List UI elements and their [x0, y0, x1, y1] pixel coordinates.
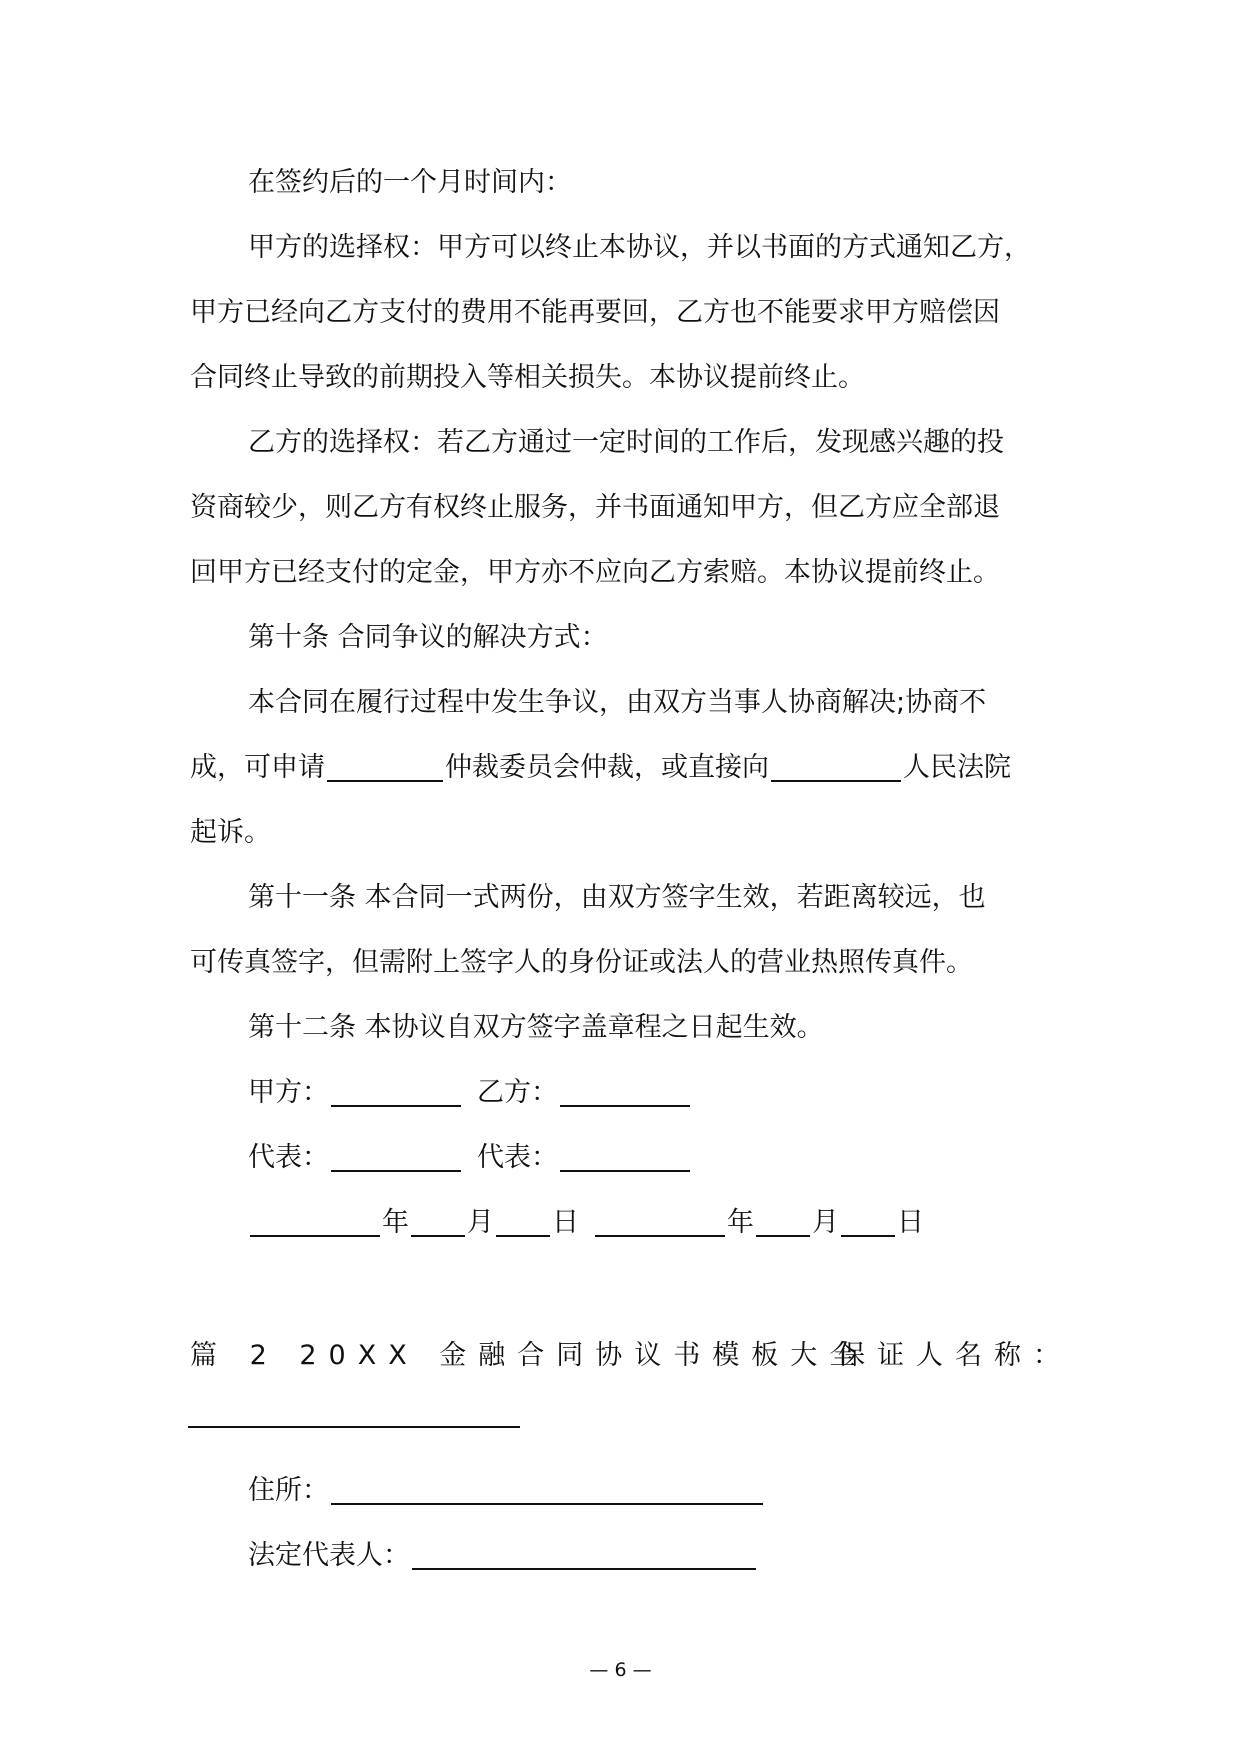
signature-party-row: [248, 1073, 692, 1113]
rep-b-label: 代表：: [477, 1142, 558, 1173]
address-row: [248, 1471, 765, 1511]
month-label: 月: [812, 1207, 839, 1238]
party-b-blank: [560, 1075, 690, 1107]
paragraph-line: 乙方的选择权：若乙方通过一定时间的工作后，发现感兴趣的投: [248, 427, 1004, 458]
paragraph-line: 甲方的选择权：甲方可以终止本协议，并以书面的方式通知乙方，: [248, 232, 1031, 263]
article-10-title: 第十条 合同争议的解决方式：: [248, 622, 608, 653]
signature-rep-row: [248, 1138, 692, 1178]
text-fragment: 仲裁委员会仲裁，或直接向: [445, 752, 769, 783]
text-fragment: 人民法院: [903, 752, 1011, 783]
signature-date-row: [248, 1203, 924, 1243]
rep-a-label: 代表：: [248, 1142, 329, 1173]
paragraph-line: 在签约后的一个月时间内：: [248, 167, 572, 198]
guarantor-name-label: 保证人名称：: [838, 1340, 1072, 1371]
year-label: 年: [382, 1207, 409, 1238]
section-2-heading: 篇 2 20XX 金融合同协议书模板大全: [190, 1340, 869, 1371]
paragraph-line: 资商较少，则乙方有权终止服务，并书面通知甲方，但乙方应全部退: [190, 492, 1000, 523]
legal-rep-label: 法定代表人：: [248, 1540, 410, 1571]
rep-b-blank: [560, 1140, 690, 1172]
day-label: 日: [552, 1207, 579, 1238]
rep-a-blank: [331, 1140, 461, 1172]
year-label: 年: [727, 1207, 754, 1238]
paragraph-line: 甲方已经向乙方支付的费用不能再要回，乙方也不能要求甲方赔偿因: [190, 297, 1000, 328]
party-b-label: 乙方：: [477, 1077, 558, 1108]
paragraph-line: 第十二条 本协议自双方签字盖章程之日起生效。: [248, 1012, 824, 1043]
paragraph-line: 第十一条 本合同一式两份，由双方签字生效，若距离较远，也: [248, 882, 986, 913]
month-blank: [411, 1205, 465, 1237]
year-blank: [250, 1205, 380, 1237]
day-blank: [496, 1205, 550, 1237]
text-fragment: 成，可申请: [190, 752, 325, 783]
address-blank: [331, 1473, 763, 1505]
legal-rep-blank: [412, 1538, 756, 1570]
month-blank: [756, 1205, 810, 1237]
blank-line: [327, 750, 443, 782]
day-label: 日: [897, 1207, 924, 1238]
party-a-label: 甲方：: [248, 1077, 329, 1108]
paragraph-line: [190, 748, 1011, 788]
paragraph-line: 起诉。: [190, 817, 271, 848]
paragraph-line: 本合同在履行过程中发生争议，由双方当事人协商解决;协商不: [248, 687, 987, 718]
party-a-blank: [331, 1075, 461, 1107]
day-blank: [841, 1205, 895, 1237]
guarantor-name-blank: [188, 1426, 520, 1428]
month-label: 月: [467, 1207, 494, 1238]
address-label: 住所：: [248, 1475, 329, 1506]
blank-line: [771, 750, 901, 782]
paragraph-line: 可传真签字，但需附上签字人的身份证或法人的营业热照传真件。: [190, 947, 973, 978]
year-blank: [595, 1205, 725, 1237]
legal-rep-row: [248, 1536, 758, 1576]
page-number: — 6 —: [589, 1659, 652, 1681]
paragraph-line: 合同终止导致的前期投入等相关损失。本协议提前终止。: [190, 362, 865, 393]
paragraph-line: 回甲方已经支付的定金，甲方亦不应向乙方索赔。本协议提前终止。: [190, 557, 1000, 588]
